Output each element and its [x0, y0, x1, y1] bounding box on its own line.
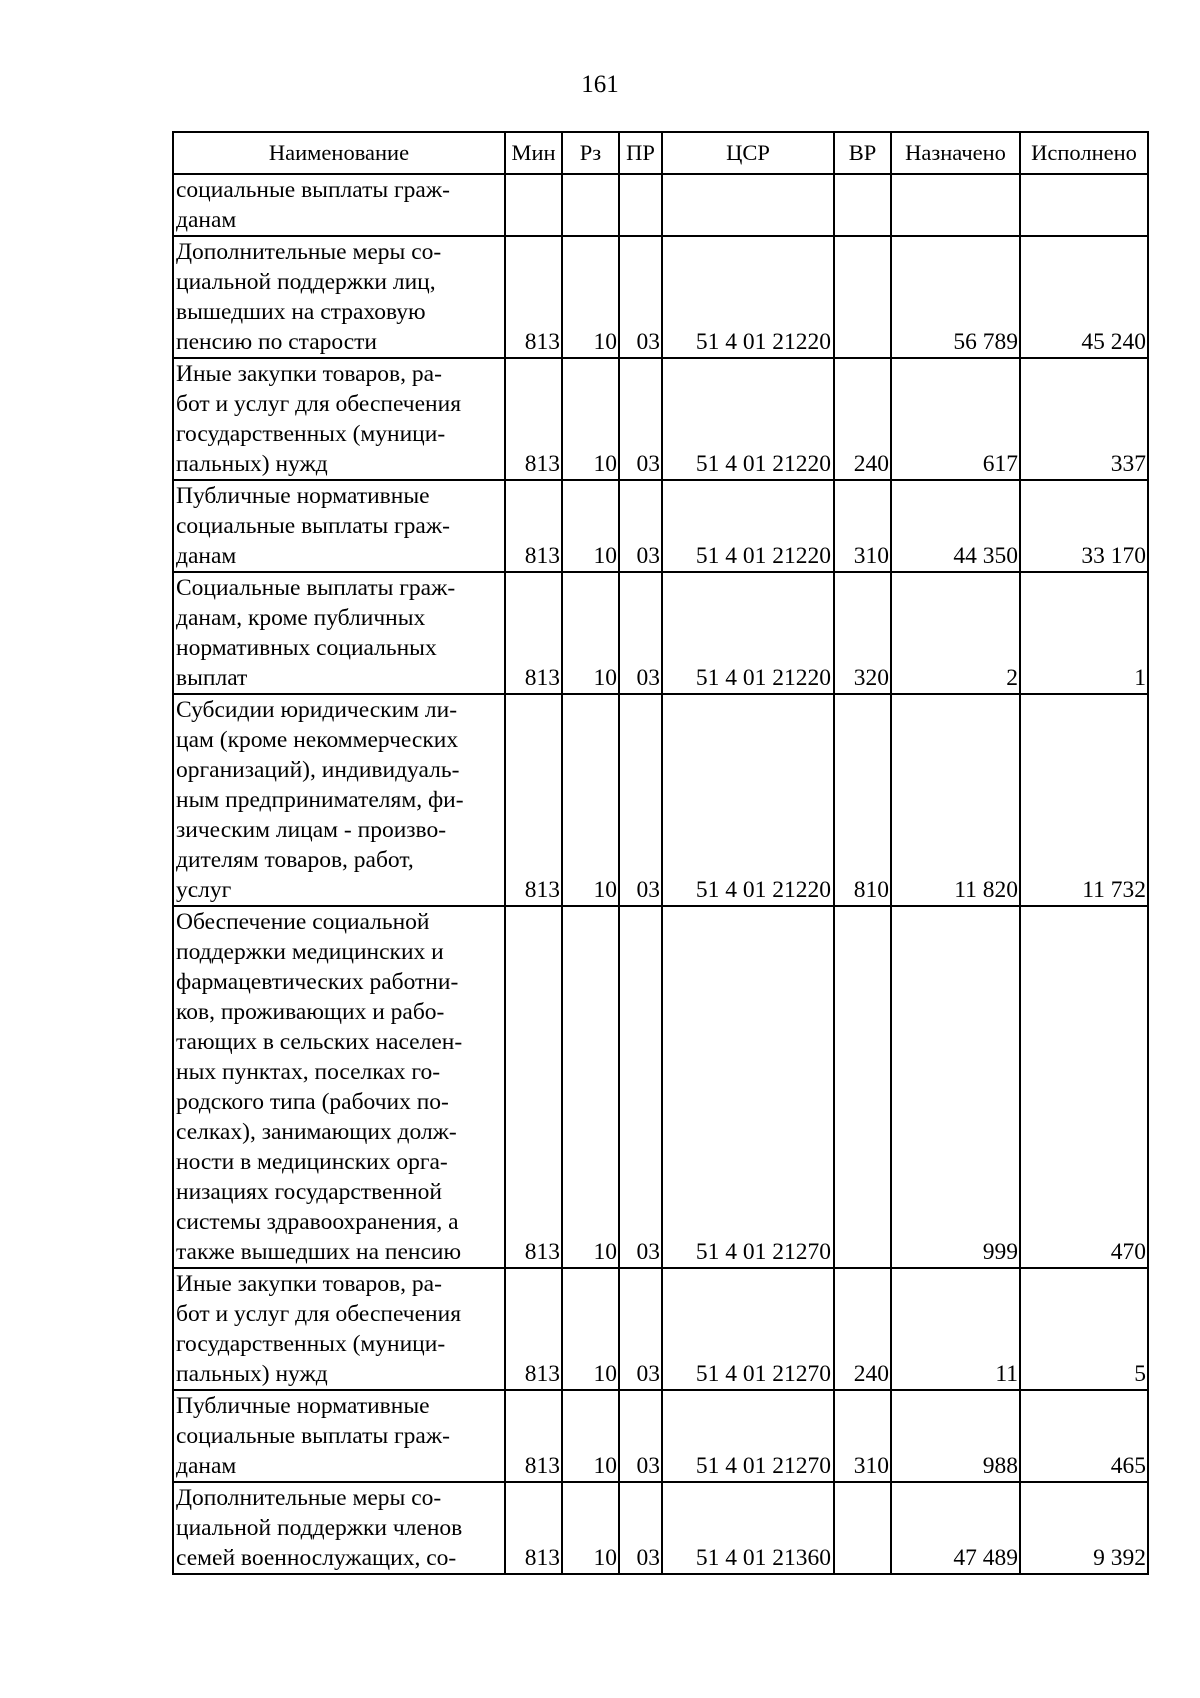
cell-name	[173, 1482, 505, 1574]
cell-name-line: низациях государственной	[176, 1179, 442, 1205]
cell-min: 813	[505, 572, 562, 694]
cell-vr: 310	[834, 1390, 891, 1482]
cell-rz: 10	[562, 1268, 619, 1390]
cell-executed: 45 240	[1020, 236, 1148, 358]
table-row	[173, 174, 1148, 236]
cell-min: 813	[505, 480, 562, 572]
cell-name-line: поддержки медицинских и	[176, 939, 444, 965]
cell-pr: 03	[619, 572, 662, 694]
cell-name	[173, 906, 505, 1268]
cell-csr: 51 4 01 21270	[662, 906, 834, 1268]
cell-name-line: государственных (муници-	[176, 1331, 446, 1357]
cell-min: 813	[505, 358, 562, 480]
cell-pr: 03	[619, 906, 662, 1268]
cell-name-line: родского типа (рабочих по-	[176, 1089, 449, 1115]
header-min: Мин	[505, 132, 562, 174]
cell-name-line: фармацевтических работни-	[176, 969, 459, 995]
cell-name-line: пальных) нужд	[176, 451, 328, 477]
cell-min: 813	[505, 1482, 562, 1574]
cell-name-line: Дополнительные меры со-	[176, 1485, 442, 1511]
cell-name	[173, 694, 505, 906]
cell-assigned	[891, 174, 1020, 236]
cell-name-line: дителям товаров, работ,	[176, 847, 414, 873]
cell-csr: 51 4 01 21270	[662, 1390, 834, 1482]
table-row	[173, 358, 1148, 480]
cell-min: 813	[505, 236, 562, 358]
header-rz: Рз	[562, 132, 619, 174]
cell-min: 813	[505, 1268, 562, 1390]
cell-assigned: 617	[891, 358, 1020, 480]
cell-name-line: организаций), индивидуаль-	[176, 757, 460, 783]
cell-name-line: данам	[176, 1453, 237, 1479]
cell-rz: 10	[562, 1482, 619, 1574]
table-row	[173, 236, 1148, 358]
cell-name-line: Иные закупки товаров, ра-	[176, 361, 442, 387]
cell-name-line: ным предпринимателям, фи-	[176, 787, 464, 813]
header-executed: Исполнено	[1020, 132, 1148, 174]
table-header-row	[173, 132, 1148, 174]
cell-csr: 51 4 01 21220	[662, 236, 834, 358]
cell-csr: 51 4 01 21220	[662, 572, 834, 694]
cell-name-line: Обеспечение социальной	[176, 909, 430, 935]
cell-name-line: Субсидии юридическим ли-	[176, 697, 458, 723]
table-body	[173, 174, 1148, 1574]
cell-vr	[834, 174, 891, 236]
cell-executed: 5	[1020, 1268, 1148, 1390]
cell-name	[173, 236, 505, 358]
cell-vr: 320	[834, 572, 891, 694]
cell-vr	[834, 1482, 891, 1574]
cell-csr: 51 4 01 21220	[662, 480, 834, 572]
cell-assigned: 11	[891, 1268, 1020, 1390]
cell-name-line: нормативных социальных	[176, 635, 437, 661]
cell-name-line: услуг	[176, 877, 232, 903]
cell-name-line: циальной поддержки членов	[176, 1515, 463, 1541]
cell-rz: 10	[562, 906, 619, 1268]
cell-rz	[562, 174, 619, 236]
table-row	[173, 694, 1148, 906]
cell-name-line: семей военнослужащих, со-	[176, 1545, 457, 1571]
cell-rz: 10	[562, 480, 619, 572]
cell-name-line: бот и услуг для обеспечения	[176, 1301, 462, 1327]
cell-name	[173, 480, 505, 572]
cell-name-line: данам	[176, 543, 237, 569]
cell-vr: 240	[834, 358, 891, 480]
cell-assigned: 47 489	[891, 1482, 1020, 1574]
cell-csr: 51 4 01 21360	[662, 1482, 834, 1574]
cell-pr	[619, 174, 662, 236]
cell-vr: 310	[834, 480, 891, 572]
cell-name-line: ных пунктах, поселках го-	[176, 1059, 441, 1085]
cell-name-line: пальных) нужд	[176, 1361, 328, 1387]
table-row	[173, 572, 1148, 694]
cell-executed	[1020, 174, 1148, 236]
cell-assigned: 988	[891, 1390, 1020, 1482]
cell-name-line: бот и услуг для обеспечения	[176, 391, 462, 417]
cell-assigned: 11 820	[891, 694, 1020, 906]
cell-name-line: системы здравоохранения, а	[176, 1209, 459, 1235]
cell-pr: 03	[619, 1482, 662, 1574]
cell-name-line: пенсию по старости	[176, 329, 378, 355]
cell-name	[173, 358, 505, 480]
cell-name-line: Публичные нормативные	[176, 1393, 430, 1419]
cell-csr	[662, 174, 834, 236]
cell-name-line: Дополнительные меры со-	[176, 239, 442, 265]
cell-min: 813	[505, 906, 562, 1268]
table-row	[173, 1390, 1148, 1482]
cell-assigned: 2	[891, 572, 1020, 694]
cell-name-line: цам (кроме некоммерческих	[176, 727, 459, 753]
cell-name-line: селках), занимающих долж-	[176, 1119, 457, 1145]
cell-name-line: ности в медицинских орга-	[176, 1149, 448, 1175]
cell-min	[505, 174, 562, 236]
header-vr: ВР	[834, 132, 891, 174]
table-row	[173, 1482, 1148, 1574]
cell-pr: 03	[619, 1390, 662, 1482]
cell-rz: 10	[562, 694, 619, 906]
cell-csr: 51 4 01 21220	[662, 358, 834, 480]
cell-pr: 03	[619, 1268, 662, 1390]
cell-name-line: социальные выплаты граж-	[176, 513, 450, 539]
cell-name-line: также вышедших на пенсию	[176, 1239, 462, 1265]
cell-rz: 10	[562, 358, 619, 480]
cell-executed: 11 732	[1020, 694, 1148, 906]
cell-assigned: 56 789	[891, 236, 1020, 358]
cell-executed: 1	[1020, 572, 1148, 694]
header-csr: ЦСР	[662, 132, 834, 174]
cell-assigned: 999	[891, 906, 1020, 1268]
cell-name	[173, 572, 505, 694]
cell-name-line: государственных (муници-	[176, 421, 446, 447]
cell-pr: 03	[619, 480, 662, 572]
cell-executed: 9 392	[1020, 1482, 1148, 1574]
cell-executed: 470	[1020, 906, 1148, 1268]
cell-assigned: 44 350	[891, 480, 1020, 572]
table-row	[173, 1268, 1148, 1390]
cell-name	[173, 174, 505, 236]
page-number: 161	[581, 71, 619, 98]
cell-min: 813	[505, 1390, 562, 1482]
header-assigned: Назначено	[891, 132, 1020, 174]
cell-pr: 03	[619, 236, 662, 358]
cell-name-line: социальные выплаты граж-	[176, 177, 450, 203]
cell-name-line: социальные выплаты граж-	[176, 1423, 450, 1449]
cell-name	[173, 1268, 505, 1390]
cell-name-line: зическим лицам - произво-	[176, 817, 447, 843]
cell-name-line: ков, проживающих и рабо-	[176, 999, 445, 1025]
cell-vr	[834, 906, 891, 1268]
cell-vr: 810	[834, 694, 891, 906]
cell-rz: 10	[562, 1390, 619, 1482]
cell-pr: 03	[619, 694, 662, 906]
table-row	[173, 906, 1148, 1268]
cell-executed: 337	[1020, 358, 1148, 480]
budget-table	[172, 131, 1149, 1575]
cell-csr: 51 4 01 21270	[662, 1268, 834, 1390]
cell-vr: 240	[834, 1268, 891, 1390]
cell-executed: 33 170	[1020, 480, 1148, 572]
cell-vr	[834, 236, 891, 358]
cell-executed: 465	[1020, 1390, 1148, 1482]
cell-name-line: выплат	[176, 665, 248, 691]
table-row	[173, 480, 1148, 572]
cell-name-line: циальной поддержки лиц,	[176, 269, 436, 295]
cell-rz: 10	[562, 236, 619, 358]
cell-rz: 10	[562, 572, 619, 694]
header-pr: ПР	[619, 132, 662, 174]
cell-name-line: тающих в сельских населен-	[176, 1029, 463, 1055]
header-name: Наименование	[173, 132, 505, 174]
cell-pr: 03	[619, 358, 662, 480]
cell-csr: 51 4 01 21220	[662, 694, 834, 906]
cell-name-line: вышедших на страховую	[176, 299, 426, 325]
cell-name-line: данам, кроме публичных	[176, 605, 426, 631]
cell-name-line: данам	[176, 207, 237, 233]
cell-min: 813	[505, 694, 562, 906]
cell-name-line: Социальные выплаты граж-	[176, 575, 456, 601]
cell-name-line: Иные закупки товаров, ра-	[176, 1271, 442, 1297]
cell-name-line: Публичные нормативные	[176, 483, 430, 509]
cell-name	[173, 1390, 505, 1482]
